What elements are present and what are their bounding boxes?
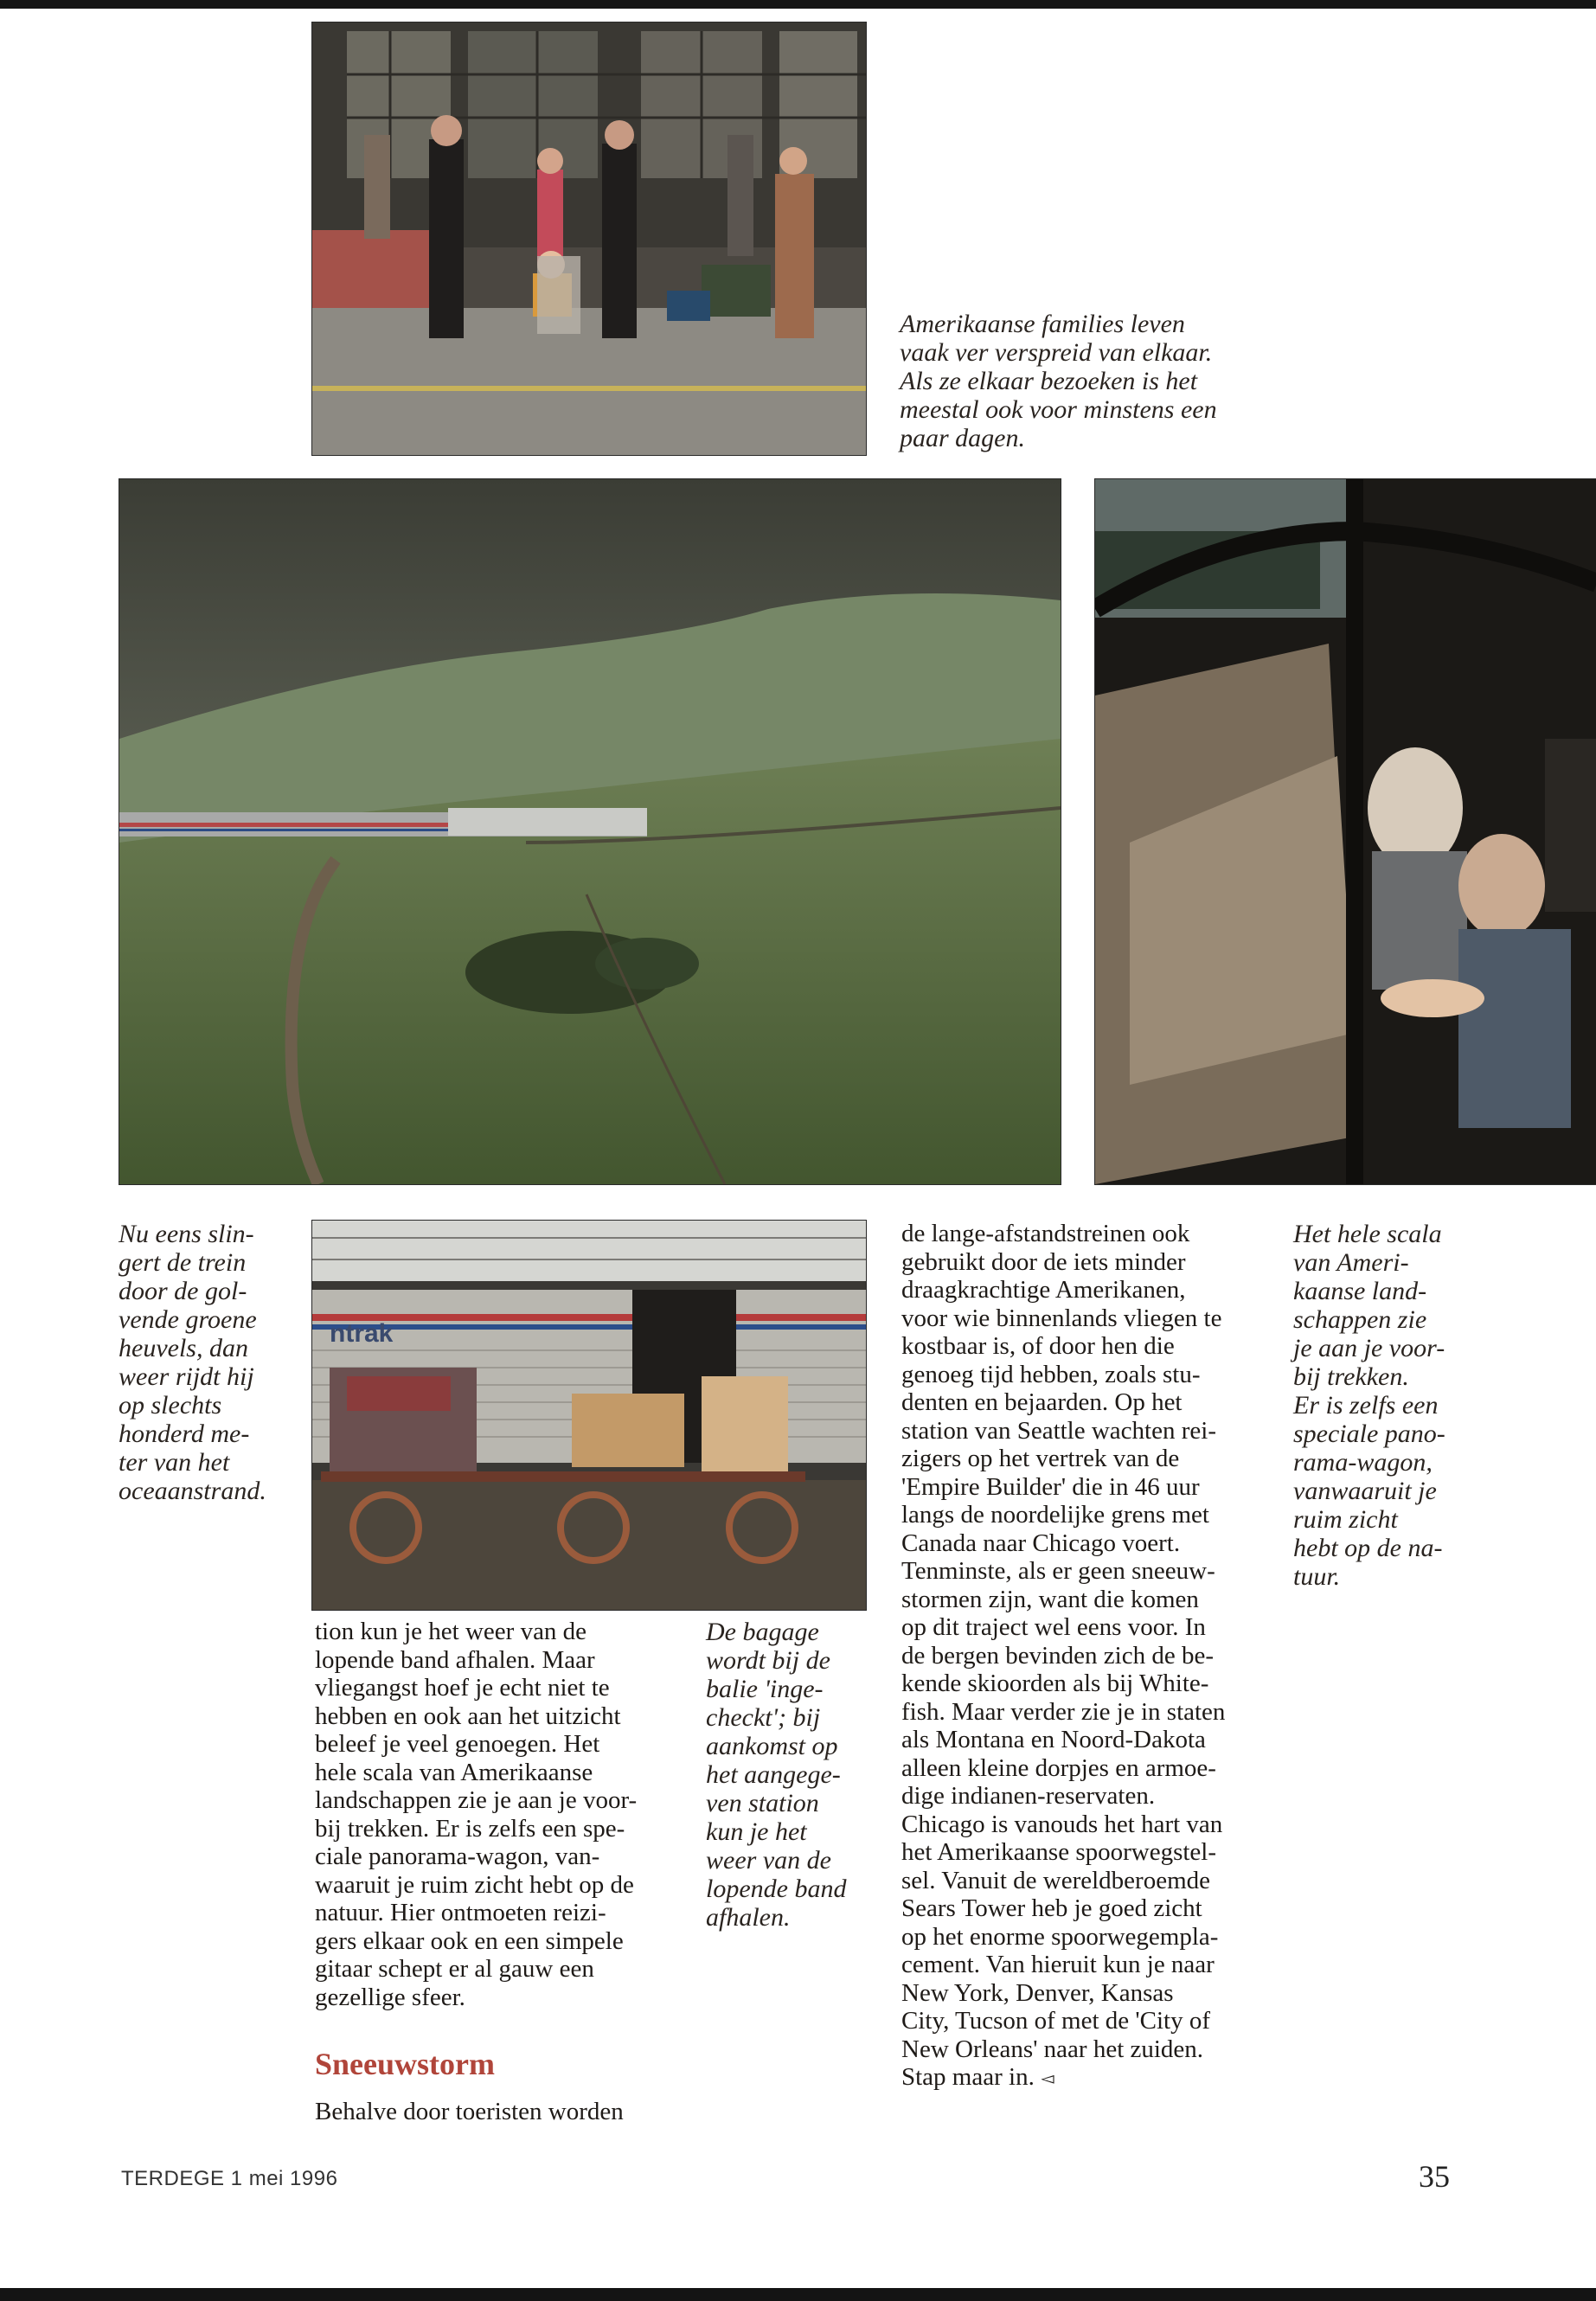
page-number: 35 <box>1419 2159 1450 2194</box>
caption-hills <box>119 1220 292 1505</box>
caption-line: kun je het <box>706 1817 807 1846</box>
caption-panorama <box>1293 1220 1501 1591</box>
caption-line: bij trekken. <box>1293 1362 1409 1391</box>
body-line: City, Tucson of met de 'City of <box>901 2007 1211 2035</box>
caption-line: paar dagen. <box>900 424 1025 452</box>
caption-line: oceaanstrand. <box>119 1477 266 1505</box>
body-line: station van Seattle wachten rei- <box>901 1416 1216 1445</box>
caption-line: door de gol- <box>119 1277 247 1305</box>
body-line: gitaar schept er al gauw een <box>315 1955 594 1983</box>
body-line: vliegangst hoef je echt niet te <box>315 1674 610 1702</box>
body-line: dige indianen-reservaten. <box>901 1782 1156 1810</box>
body-line: kostbaar is, of door hen die <box>901 1332 1175 1360</box>
caption-line: ter van het <box>119 1448 230 1477</box>
body-column-1 <box>315 1618 678 2011</box>
body-line: landschappen zie je aan je voor- <box>315 1786 638 1814</box>
body-line: Canada naar Chicago voert. <box>901 1529 1181 1557</box>
caption-line: vanwaaruit je <box>1293 1477 1437 1505</box>
caption-line: meestal ook voor minstens een <box>900 395 1217 424</box>
caption-line: aankomst op <box>706 1732 838 1760</box>
caption-line: hebt op de na- <box>1293 1534 1443 1562</box>
photo-train-hills <box>119 478 1061 1185</box>
body-line: Behalve door toeristen worden <box>315 2098 624 2125</box>
caption-line: Er is zelfs een <box>1293 1391 1439 1420</box>
caption-baggage <box>706 1618 879 1932</box>
body-line: cement. Van hieruit kun je naar <box>901 1951 1215 1978</box>
caption-line: heuvels, dan <box>119 1334 248 1362</box>
caption-line: je aan je voor- <box>1293 1334 1445 1362</box>
body-line: de bergen bevinden zich de be- <box>901 1641 1214 1670</box>
body-line: ciale panorama-wagon, van- <box>315 1843 600 1870</box>
caption-line: honderd me- <box>119 1420 250 1448</box>
page-edge-top <box>0 0 1596 9</box>
body-line: 'Empire Builder' die in 46 uur <box>901 1472 1200 1501</box>
body-line: gebruikt door de iets minder <box>901 1247 1186 1276</box>
body-line: voor wie binnenlands vliegen te <box>901 1304 1222 1332</box>
body-line: draagkrachtige Amerikanen, <box>901 1276 1186 1304</box>
caption-families <box>900 310 1263 452</box>
body-column-2 <box>901 1220 1265 2093</box>
body-line: bij trekken. Er is zelfs een spe- <box>315 1814 625 1843</box>
caption-line: ven station <box>706 1789 819 1817</box>
body-line: alleen kleine dorpjes en armoe- <box>901 1753 1216 1782</box>
page-edge-bottom <box>0 2288 1596 2301</box>
photo-station-families <box>311 22 867 456</box>
body-line: lopende band afhalen. Maar <box>315 1645 595 1674</box>
body-line: kende skioorden als bij White- <box>901 1670 1209 1697</box>
body-line: genoeg tijd hebben, zoals stu- <box>901 1360 1201 1388</box>
photo-panorama-car <box>1094 478 1596 1185</box>
closing-sentence: Stap maar in. <box>901 2063 1035 2091</box>
caption-line: tuur. <box>1293 1562 1341 1591</box>
body-line: Sears Tower heb je goed zicht <box>901 1894 1202 1922</box>
caption-line: lopende band <box>706 1875 847 1903</box>
caption-line: weer rijdt hij <box>119 1362 254 1391</box>
caption-line: vende groene <box>119 1305 257 1334</box>
caption-line: Amerikaanse families leven <box>900 310 1185 338</box>
body-line: sel. Vanuit de wereldberoemde <box>901 1866 1211 1894</box>
caption-line: checkt'; bij <box>706 1703 821 1732</box>
caption-line: van Ameri- <box>1293 1248 1409 1277</box>
body-line: als Montana en Noord-Dakota <box>901 1726 1206 1753</box>
caption-line: wordt bij de <box>706 1646 830 1675</box>
body-line: gezellige sfeer. <box>315 1983 465 2011</box>
caption-line: speciale pano- <box>1293 1420 1445 1448</box>
body-line: de lange-afstandstreinen ook <box>901 1220 1190 1247</box>
body-line: waaruit je ruim zicht hebt op de <box>315 1870 634 1899</box>
amtrak-logo-text: ntrak <box>330 1319 394 1348</box>
caption-line: schappen zie <box>1293 1305 1427 1334</box>
caption-line: rama-wagon, <box>1293 1448 1433 1477</box>
body-line: denten en bejaarden. Op het <box>901 1388 1183 1416</box>
body-line: gers elkaar ook en een simpele <box>315 1926 624 1955</box>
body-line: hebben en ook aan het uitzicht <box>315 1702 621 1730</box>
caption-line: Het hele scala <box>1293 1220 1442 1248</box>
footer-magazine-date: TERDEGE 1 mei 1996 <box>121 2167 338 2190</box>
body-line: Chicago is vanouds het hart van <box>901 1810 1223 1838</box>
body-line-final <box>901 2063 1265 2093</box>
body-line: zigers op het vertrek van de <box>901 1445 1180 1472</box>
body-line: New York, Denver, Kansas <box>901 1978 1174 2007</box>
caption-line: ruim zicht <box>1293 1505 1398 1534</box>
body-line: langs de noordelijke grens met <box>901 1501 1209 1529</box>
body-line: fish. Maar verder zie je in staten <box>901 1697 1226 1726</box>
section-heading: Sneeuwstorm <box>315 2047 495 2081</box>
body-line: stormen zijn, want die komen <box>901 1585 1199 1613</box>
caption-line: kaanse land- <box>1293 1277 1427 1305</box>
caption-line: De bagage <box>706 1618 819 1646</box>
caption-line: balie 'inge- <box>706 1675 824 1703</box>
body-line: op dit traject wel eens voor. In <box>901 1613 1206 1641</box>
body-line: tion kun je het weer van de <box>315 1618 587 1645</box>
caption-line: weer van de <box>706 1846 831 1875</box>
body-line: op het enorme spoorwegempla- <box>901 1922 1219 1951</box>
caption-line: afhalen. <box>706 1903 791 1932</box>
photo-baggage-carts <box>311 1220 867 1611</box>
body-column-1-continued <box>315 2098 678 2126</box>
body-line: hele scala van Amerikaanse <box>315 1758 593 1786</box>
body-line: beleef je veel genoegen. Het <box>315 1730 600 1758</box>
body-line: New Orleans' naar het zuiden. <box>901 2035 1204 2063</box>
caption-line: Als ze elkaar bezoeken is het <box>900 367 1198 395</box>
body-line: Tenminste, als er geen sneeuw- <box>901 1557 1215 1585</box>
body-line: het Amerikaanse spoorwegstel- <box>901 1838 1217 1866</box>
caption-line: vaak ver verspreid van elkaar. <box>900 338 1213 367</box>
body-line: natuur. Hier ontmoeten reizi- <box>315 1899 606 1926</box>
end-mark-icon: ◅ <box>1041 2069 1054 2089</box>
caption-line: het aangege- <box>706 1760 841 1789</box>
caption-line: op slechts <box>119 1391 222 1420</box>
caption-line: Nu eens slin- <box>119 1220 254 1248</box>
caption-line: gert de trein <box>119 1248 247 1277</box>
